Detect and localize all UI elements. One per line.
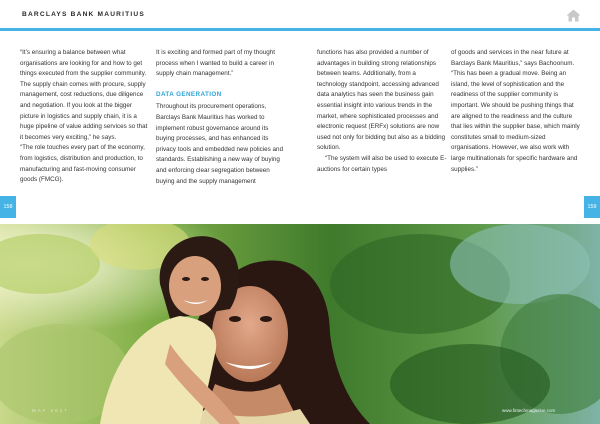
page-number-left: 158	[0, 196, 16, 218]
feature-photo	[0, 224, 600, 424]
footer-date: MAY 2017	[32, 408, 69, 413]
paragraph: functions has also provided a number of advantages in building strong relationships between teams. Additionally, from a technology standpoint, accessing advanced data analytics has seen the business gain essential insight into various trends in the market, where sophisticated processes and electronic request (ERFx) solutions are now used not only for bidding but also as a bidding solution.	[317, 49, 446, 152]
section-subheading: DATA GENERATION	[156, 90, 222, 98]
article-column-1	[20, 48, 150, 186]
home-icon[interactable]	[566, 9, 581, 22]
paragraph: It is exciting and formed part of my thought process when I wanted to build a career in supply chain management.”	[156, 49, 276, 78]
paragraph: of goods and services in the near future at Barclays Bank Mauritius,” says Bachoonum. “This has been a gradual move. Being an island, the level of sophistication and the readiness of the supplier community is important. We should be pushing things that are aligned to the readiness and the culture that lies within the supplier base, which mainly constitutes small to medium-sized organisations. However, we also work with large multinationals for specific hardware and supplies.”	[451, 49, 580, 173]
publication-title: BARCLAYS BANK MAURITIUS	[22, 11, 145, 18]
article-column-3	[317, 48, 447, 175]
article-column-4	[451, 48, 581, 175]
mother-daughter-photo	[0, 224, 600, 424]
paragraph: “The system will also be used to execute E-auctions for certain types	[317, 154, 447, 173]
page-header	[0, 0, 600, 30]
footer-website-link[interactable]: www.fintechmagazine.com	[502, 408, 556, 413]
header-accent-rule	[0, 28, 600, 31]
paragraph: “The role touches every part of the economy, from logistics, distribution and production, to manufacturing and fast-moving consumer goods (FMCG).	[20, 144, 145, 184]
page-number-right: 159	[584, 196, 600, 218]
article-column-2	[156, 48, 286, 187]
paragraph: “It’s ensuring a balance between what organisations are looking for and how to get things executed from the supplier community. The supply chain comes with procure, supply management, cost reductions, due diligence and negotiation. If you look at the bigger picture in logistics and supply chain, it is a huge pipeline of value adding services so that it becomes very exciting,” he says.	[20, 49, 148, 141]
paragraph: Throughout its procurement operations, Barclays Bank Mauritius has worked to implement robust governance around its buying processes, and has enhanced its privacy tools and embedded new policies and standards. Establishing a new way of buying and enforcing clear segregation between buying and the supply management	[156, 103, 284, 185]
